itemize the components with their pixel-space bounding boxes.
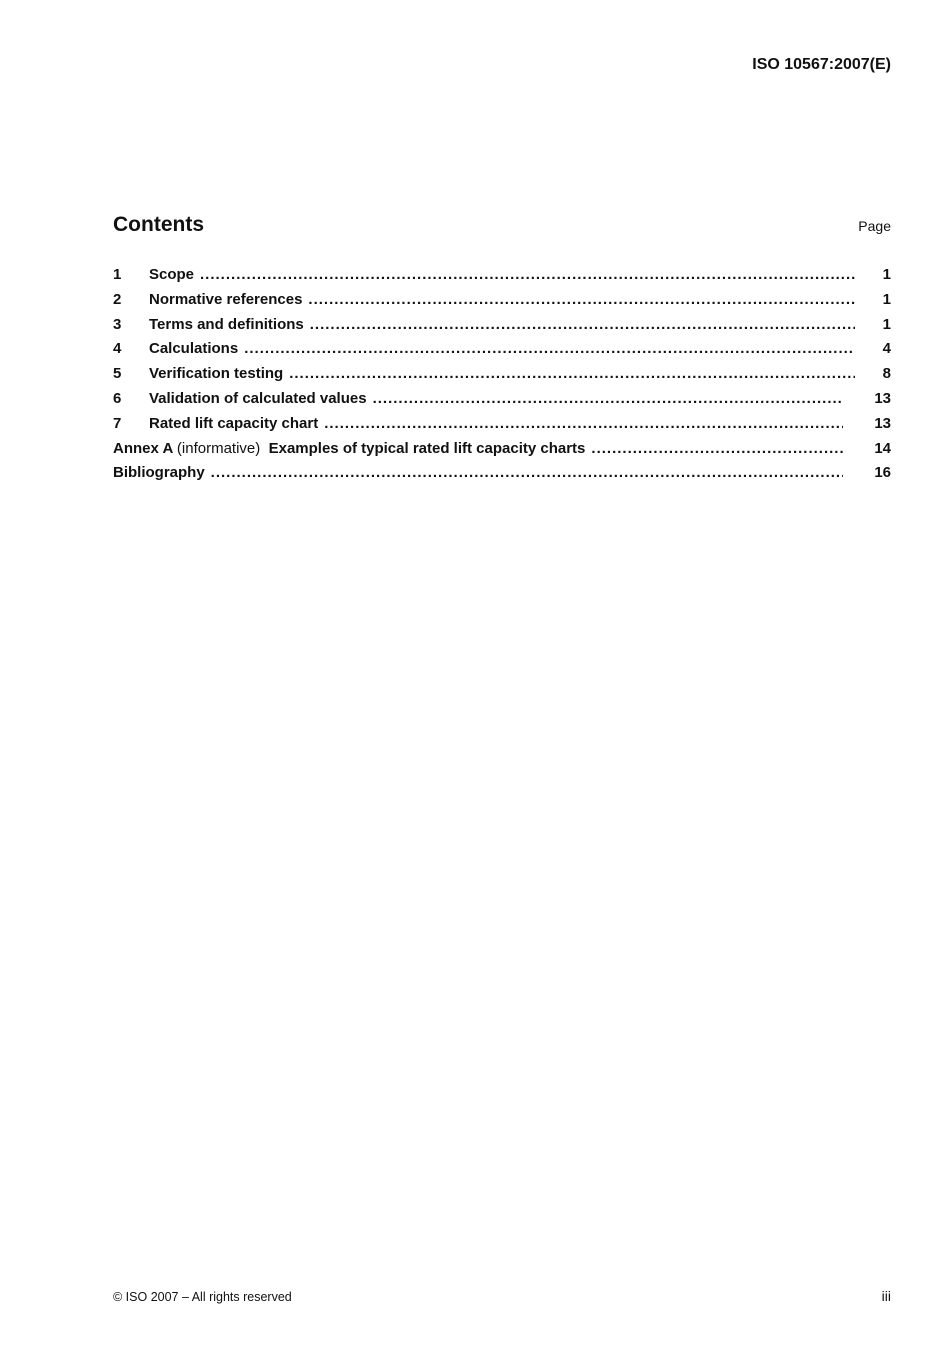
page-column-label: Page <box>858 218 891 234</box>
toc-entry-calculations[interactable] <box>113 340 891 365</box>
dot-leader <box>591 440 843 457</box>
toc-entry-scope[interactable] <box>113 266 891 291</box>
toc-entry-bibliography[interactable] <box>113 464 891 489</box>
toc-entry-number: 7 <box>113 414 122 432</box>
toc-entry-terms-and-definitions[interactable] <box>113 316 891 341</box>
toc-entry-annex-a[interactable] <box>113 440 891 465</box>
toc-entry-verification-testing[interactable] <box>113 365 891 390</box>
toc-entry-page: 1 <box>882 290 891 308</box>
toc-entry-title: Calculations <box>149 340 239 358</box>
table-of-contents <box>113 266 891 489</box>
toc-entry-title: Validation of calculated values <box>149 389 367 407</box>
toc-entry-number: 5 <box>113 365 122 383</box>
dot-leader <box>310 316 855 333</box>
dot-leader <box>244 340 855 357</box>
annex-qualifier: (informative) <box>176 439 261 457</box>
dot-leader <box>373 390 843 407</box>
annex-label: Annex A <box>113 439 173 457</box>
copyright-notice: © ISO 2007 – All rights reserved <box>113 1290 292 1304</box>
contents-header <box>113 213 891 237</box>
toc-entry-number: 2 <box>113 290 122 308</box>
toc-entry-title: Rated lift capacity chart <box>149 414 319 432</box>
dot-leader <box>308 291 855 308</box>
dot-leader <box>211 464 843 481</box>
toc-entry-title: Scope <box>149 266 195 283</box>
toc-entry-page: 1 <box>882 266 891 283</box>
toc-entry-title: Terms and definitions <box>149 315 304 333</box>
toc-entry-rated-lift-capacity-chart[interactable] <box>113 415 891 440</box>
toc-entry-page: 13 <box>874 389 891 407</box>
toc-entry-title: Verification testing <box>149 365 284 383</box>
document-id: ISO 10567:2007(E) <box>752 56 891 73</box>
toc-entry-title <box>113 440 585 457</box>
toc-entry-normative-references[interactable] <box>113 291 891 316</box>
page-number: iii <box>881 1288 891 1304</box>
toc-entry-title: Bibliography <box>113 464 205 482</box>
toc-entry-number: 1 <box>113 266 122 283</box>
annex-title: Examples of typical rated lift capacity charts <box>268 439 586 457</box>
toc-entry-title: Normative references <box>149 290 303 308</box>
toc-entry-number: 4 <box>113 340 122 358</box>
dot-leader <box>289 365 855 382</box>
toc-entry-number: 3 <box>113 315 122 333</box>
contents-title: Contents <box>113 213 204 236</box>
toc-entry-page: 13 <box>874 414 891 432</box>
toc-entry-number: 6 <box>113 389 122 407</box>
toc-entry-page: 14 <box>874 439 891 457</box>
toc-entry-page: 1 <box>882 315 891 333</box>
toc-entry-page: 16 <box>874 464 891 482</box>
dot-leader <box>324 415 843 432</box>
toc-entry-page: 8 <box>882 365 891 383</box>
toc-entry-validation[interactable] <box>113 390 891 415</box>
toc-entry-page: 4 <box>882 340 891 358</box>
dot-leader <box>200 266 855 283</box>
